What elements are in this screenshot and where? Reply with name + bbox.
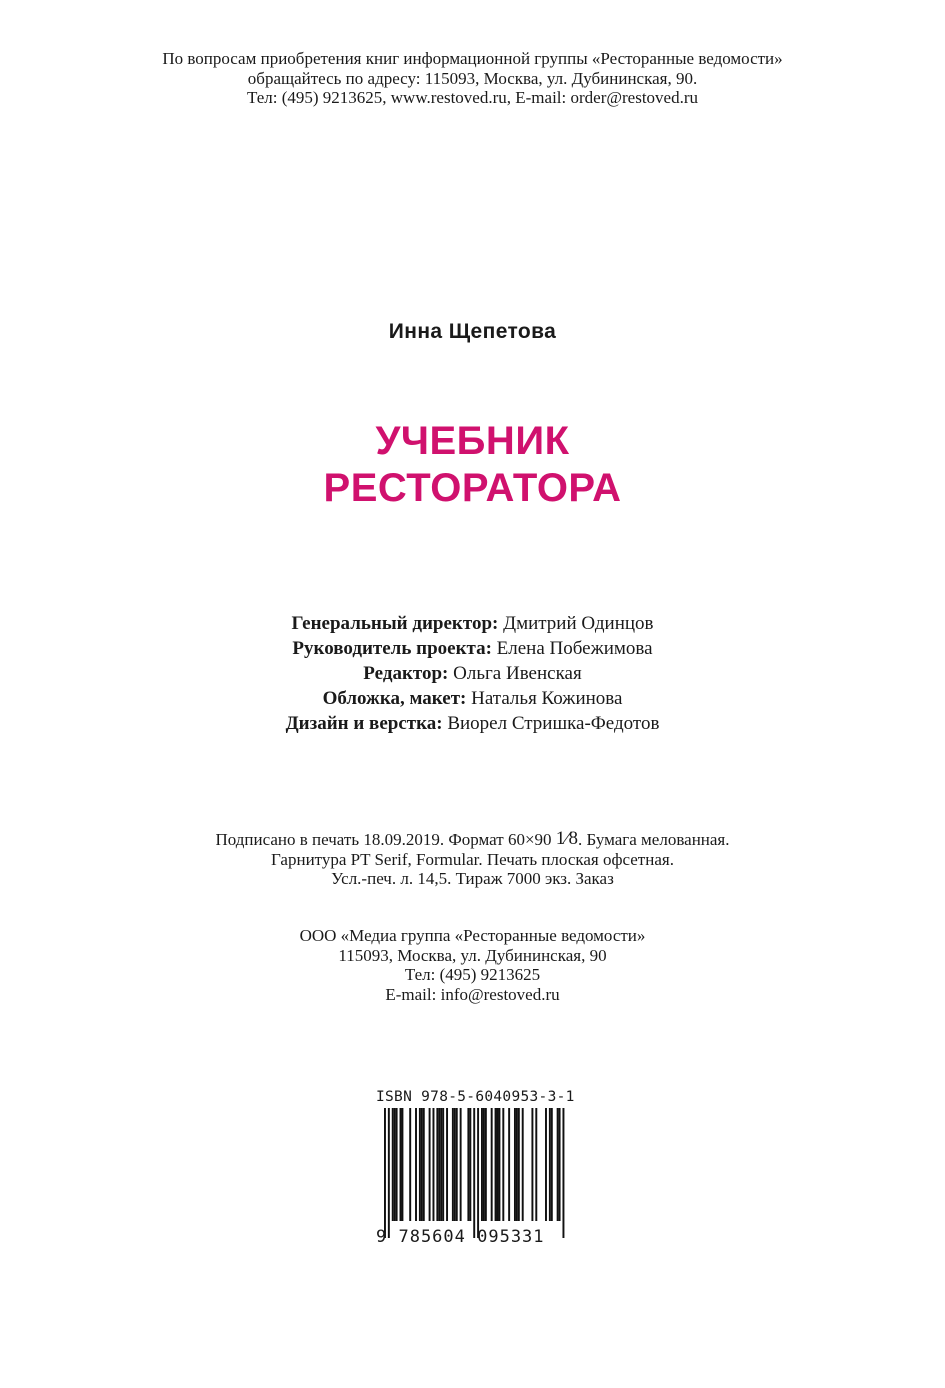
print-info [0,829,945,889]
credit-person: Дмитрий Одинцов [503,613,654,634]
barcode-bar [409,1108,411,1221]
barcode-bar [419,1108,421,1221]
barcode-bar [436,1108,438,1221]
barcode-bar [497,1108,499,1221]
barcode-bar [388,1108,390,1238]
barcode-bar [473,1108,475,1238]
barcode-bar [508,1108,510,1221]
barcode-bar [421,1108,423,1221]
print-info-paper: . Бумага мелованная. [577,830,730,849]
credit-person: Елена Побежимова [496,638,653,659]
barcode-bar [498,1108,500,1221]
credit-role: Генеральный директор: [291,613,499,634]
barcode-bar [557,1108,559,1221]
barcode-bar [429,1108,431,1221]
purchase-info [0,49,945,108]
barcode-bar [551,1108,553,1221]
barcode-bar [454,1108,456,1221]
barcode-bar [467,1108,469,1221]
barcode-bar [446,1108,448,1221]
barcode-bar [423,1108,425,1221]
credit-role: Руководитель проекта: [292,638,492,659]
barcode-bar [396,1108,398,1221]
isbn-barcode [376,1088,576,1263]
barcode-bar [514,1108,516,1221]
book-title-line-2: РЕСТОРАТОРА [323,466,622,510]
barcode-bar [518,1108,520,1221]
barcode-bar [485,1108,487,1221]
publisher-line-3: Тел: (495) 9213625 [404,965,541,984]
barcode-bar [392,1108,394,1221]
barcode-bar [460,1108,462,1221]
publisher-line-4: E-mail: info@restoved.ru [385,984,560,1004]
barcode-bar [545,1108,547,1221]
barcode-bar [456,1108,458,1221]
publisher-line-1: ООО «Медиа группа «Ресторанные ведомости» [299,926,646,945]
barcode-bar [433,1108,435,1221]
barcode-bar [522,1108,524,1221]
credit-general-director [0,611,945,636]
credits-list [0,611,945,736]
barcode-bar [415,1108,417,1221]
barcode-bar [483,1108,485,1221]
barcode-bar [531,1108,533,1221]
credit-role: Обложка, макет: [322,688,467,709]
print-info-line-2: Гарнитура PT Serif, Formular. Печать плоская офсетная. [271,849,674,869]
barcode-bar [400,1108,402,1221]
credit-design [0,711,945,736]
isbn-label: ISBN 978-5-6040953-3-1 [376,1089,575,1105]
barcode-icon [376,1108,566,1240]
publisher-info [0,926,945,1004]
author-name: Инна Щепетова [388,320,557,343]
format-fraction: 1⁄8 [555,828,578,849]
barcode-bar [384,1108,386,1238]
purchase-info-line-3: Тел: (495) 9213625, www.restoved.ru, E-mail: order@restoved.ru [246,88,699,107]
barcode-bar [535,1108,537,1221]
barcode-bar [394,1108,396,1221]
print-info-line-1 [0,829,945,850]
purchase-info-line-2: обращайтесь по адресу: 115093, Москва, ул. Дубининская, 90. [247,68,698,88]
book-title [0,418,945,512]
barcode-bar [559,1108,561,1221]
credit-person: Наталья Кожинова [471,688,623,709]
barcode-bar [438,1108,440,1221]
barcode-bar [477,1108,479,1238]
ean-digits: 9 785604 095331 [376,1227,545,1247]
credit-role: Редактор: [363,663,449,684]
credit-cover-layout [0,686,945,711]
barcode-bar [491,1108,493,1221]
credit-person: Ольга Ивенская [453,663,582,684]
print-info-line-3: Усл.-печ. л. 14,5. Тираж 7000 экз. Заказ [331,869,614,888]
barcode-bar [549,1108,551,1221]
barcode-bar [440,1108,442,1221]
print-info-format: Подписано в печать 18.09.2019. Формат 60×90 [215,830,556,849]
barcode-bar [481,1108,483,1221]
credit-project-manager [0,636,945,661]
barcode-bar [516,1108,518,1221]
barcode-bar [562,1108,564,1238]
barcode-bar [469,1108,471,1221]
barcode-bar [452,1108,454,1221]
barcode-bar [442,1108,444,1221]
credit-person: Виорел Стришка-Федотов [447,713,660,734]
credit-editor [0,661,945,686]
barcode-bar [495,1108,497,1221]
publisher-line-2: 115093, Москва, ул. Дубининская, 90 [338,945,607,965]
purchase-info-line-1: По вопросам приобретения книг информационной группы «Ресторанные ведомости» [162,49,783,68]
book-title-line-1: УЧЕБНИК [375,419,570,463]
barcode-bar [502,1108,504,1221]
barcode-bar [401,1108,403,1221]
credit-role: Дизайн и верстка: [285,713,443,734]
